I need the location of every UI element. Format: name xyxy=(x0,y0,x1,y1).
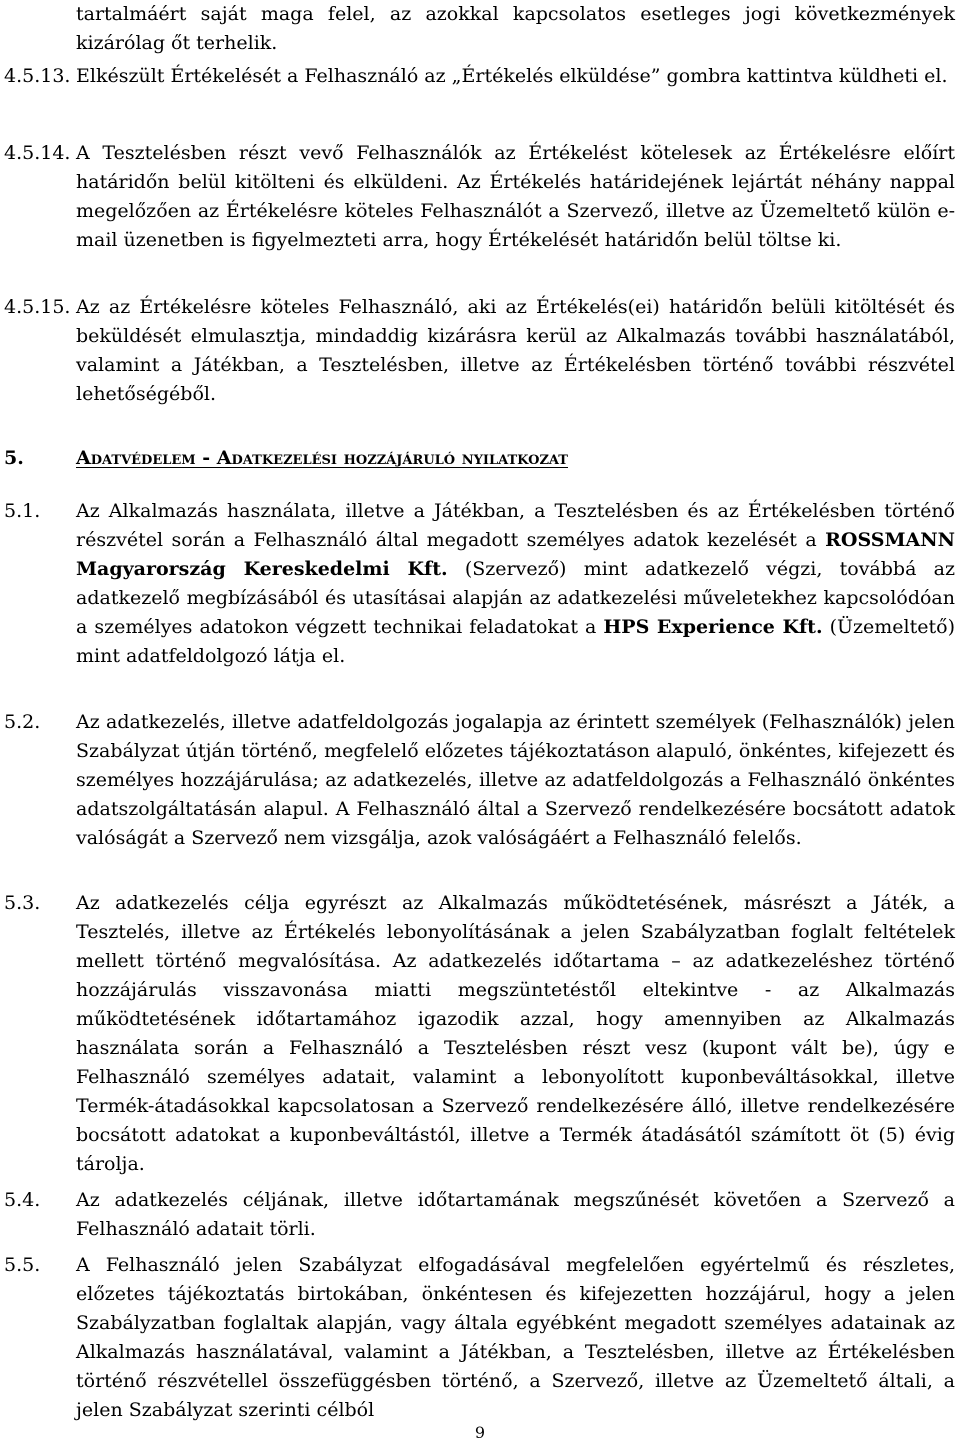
paragraph-5-4 xyxy=(0,1186,960,1246)
paragraph-text: Az adatkezelés célja egyrészt az Alkalmazás működtetésének, másrészt a Játék, a Tesztelés, illetve az Értékelés lebonyolításának a jelen Szabályzatban foglalt feltételek mellett történő megvalósítása. Az adatkezelés időtartama – az adatkezeléshez történő hozzájárulás visszavonása miatti megszüntetéstől eltekintve - az Alkalmazás működtetésének időtartamához igazodik azzal, hogy amennyiben az Alkalmazás használata során a Felhasználó a Tesztelésben részt vesz (kupont vált be), úgy e Felhasználó személyes adatait, valamint a lebonyolított kuponbeváltásokkal, illetve Termék-átadásokkal kapcsolatosan a Szervező rendelkezésére álló, illetve rendelkezésére bocsátott adatokat a kuponbeváltástól, illetve a Termék átadásától számított öt (5) évig tárolja. xyxy=(76,892,955,1175)
paragraph-text: Elkészült Értékelését a Felhasználó az „Értékelés elküldése” gombra kattintva küldheti el. xyxy=(76,65,948,87)
section-title: Adatvédelem - Adatkezelési hozzájáruló nyilatkozat xyxy=(76,447,568,469)
paragraph-number: 5.4. xyxy=(4,1189,41,1211)
operator-company-name: HPS Experience Kft. xyxy=(603,616,823,638)
section-number: 5. xyxy=(4,447,24,469)
paragraph-number: 5.3. xyxy=(4,892,41,914)
paragraph-number: 4.5.14. xyxy=(4,142,71,164)
paragraph-5-2 xyxy=(0,708,960,888)
paragraph-text: Az adatkezelés, illetve adatfeldolgozás jogalapja az érintett személyek (Felhasználók) jelen Szabályzat útján történő, megfelelő előzetes tájékoztatáson alapuló, önkéntes, kifejezett és személyes hozzájárulása; az adatkezelés, illetve az adatfeldolgozás a Felhasználó önkéntes adatszolgáltatásán alapul. A Felhasználó által a Szervező rendelkezésére bocsátott adatok valóságát a Szervező nem vizsgálja, azok valóságáért a Felhasználó felelős. xyxy=(76,711,955,849)
paragraph-number: 4.5.15. xyxy=(4,296,71,318)
paragraph-5-1 xyxy=(0,497,960,707)
paragraph-4-5-15 xyxy=(0,293,960,413)
paragraph-text: tartalmáért saját maga felel, az azokkal kapcsolatos esetleges jogi következmények kizárólag őt terhelik. xyxy=(76,3,955,54)
paragraph-number: 5.2. xyxy=(4,711,41,733)
paragraph-text xyxy=(76,497,955,671)
paragraph-4-5-14 xyxy=(0,139,960,289)
paragraph-text: A Tesztelésben részt vevő Felhasználók az Értékelést kötelesek az Értékelésre előírt határidőn belül kitölteni és elküldeni. Az Értékelés határidejének lejártát néhány nappal megelőzően az Értékelésre köteles Felhasználót a Szervező, illetve az Üzemeltető külön e-mail üzenetben is figyelmezteti arra, hogy Értékelését határidőn belül töltse ki. xyxy=(76,142,955,251)
paragraph-number: 5.1. xyxy=(4,500,41,522)
section-heading-5 xyxy=(0,444,960,474)
paragraph-continuation xyxy=(0,0,960,60)
paragraph-4-5-13 xyxy=(0,62,960,122)
paragraph-5-5 xyxy=(0,1251,960,1421)
paragraph-number: 5.5. xyxy=(4,1254,41,1276)
organizer-company-name: ROSSMANN Magyarország Kereskedelmi Kft. xyxy=(76,529,955,580)
paragraph-text: Az az Értékelésre köteles Felhasználó, aki az Értékelés(ei) határidőn belüli kitöltését és beküldését elmulasztja, mindaddig kizárásra kerül az Alkalmazás további használatából, valamint a Játékban, a Tesztelésben, illetve az Értékelésben történő további részvétel lehetőségéből. xyxy=(76,296,955,405)
text-run: (Üzemeltető) mint adatfeldolgozó látja el. xyxy=(76,616,955,667)
paragraph-5-3 xyxy=(0,889,960,1184)
paragraph-number: 4.5.13. xyxy=(4,65,71,87)
text-run: Az Alkalmazás használata, illetve a Játékban, a Tesztelésben és az Értékelésben történő részvétel során a Felhasználó által megadott személyes adatok kezelését a xyxy=(76,500,955,551)
page-number: 9 xyxy=(474,1423,486,1442)
paragraph-text: A Felhasználó jelen Szabályzat elfogadásával megfelelően egyértelmű és részletes, előzetes tájékoztatás birtokában, önkéntesen és kifejezetten hozzájárul, hogy a jelen Szabályzatban foglaltak alapján, vagy általa egyébként megadott személyes adatainak az Alkalmazás használatával, valamint a Játékban, a Tesztelésben, illetve az Értékelésben történő részvétellel összefüggésben történő, a Szervező, illetve az Üzemeltető általi, a jelen Szabályzat szerinti célból xyxy=(76,1254,955,1421)
text-run: (Szervező) mint adatkezelő végzi, továbbá az adatkezelő megbízásából és utasításai alapján az adatkezelési műveletekhez kapcsolódóan a személyes adatokon végzett technikai feladatokat a xyxy=(76,558,955,638)
paragraph-text: Az adatkezelés céljának, illetve időtartamának megszűnését követően a Szervező a Felhasználó adatait törli. xyxy=(76,1189,955,1240)
